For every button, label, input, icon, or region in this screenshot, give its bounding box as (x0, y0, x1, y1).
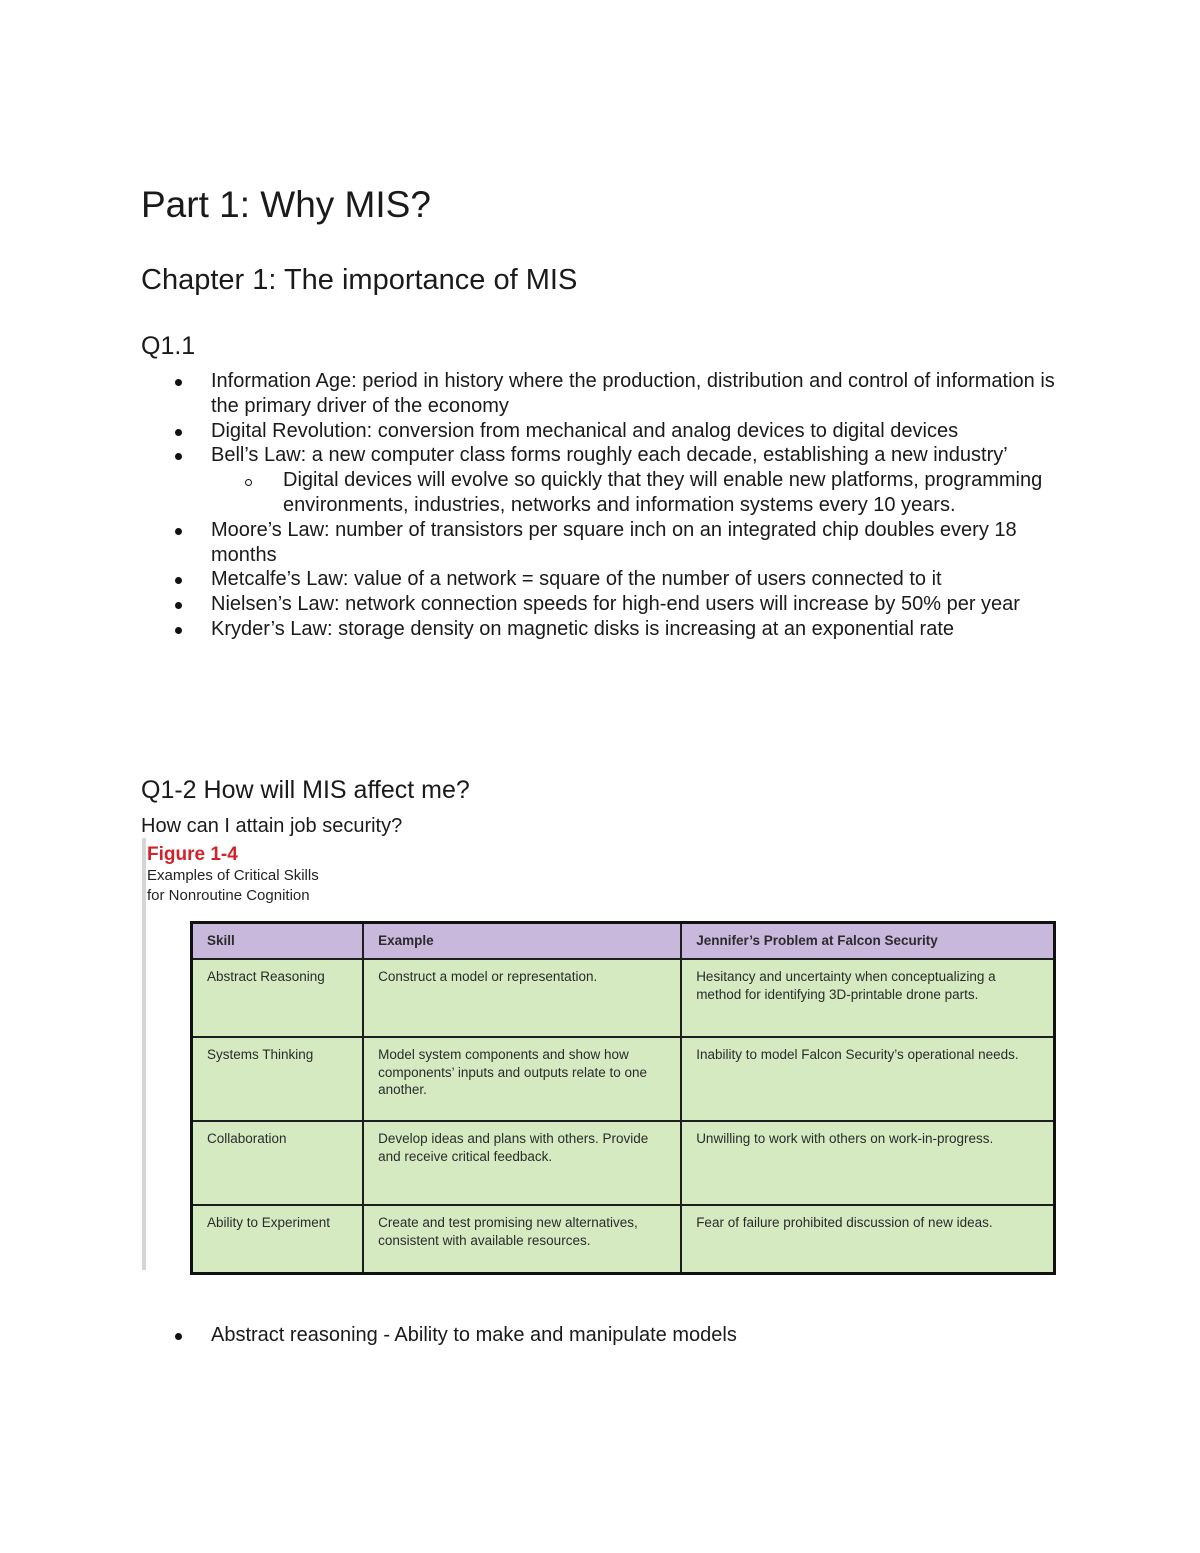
chapter-title: Chapter 1: The importance of MIS (141, 264, 578, 296)
figure-1-4 (142, 838, 1062, 1270)
sub-bullet-list (211, 468, 1061, 518)
column-header-skill: Skill (192, 923, 364, 960)
table-row (192, 1121, 1055, 1205)
table-cell: Abstract Reasoning (192, 959, 364, 1037)
table-cell: Construct a model or representation. (363, 959, 681, 1037)
bullet-icon (175, 1333, 182, 1340)
table-cell: Model system components and show how components’ inputs and outputs relate to one another. (363, 1037, 681, 1121)
table-cell: Hesitancy and uncertainty when conceptualizing a method for identifying 3D-printable drone parts. (681, 959, 1054, 1037)
list-item (141, 419, 1061, 444)
list-item-text: Digital Revolution: conversion from mechanical and analog devices to digital devices (211, 419, 959, 442)
bullet-icon (175, 577, 182, 584)
section-heading-q1-1: Q1.1 (141, 332, 196, 360)
list-item-text: Information Age: period in history where the production, distribution and control of information is the primary driver of the economy (211, 370, 1055, 417)
list-item-text: Abstract reasoning - Ability to make and manipulate models (211, 1324, 737, 1346)
list-item (141, 443, 1061, 517)
list-item (141, 1323, 1061, 1348)
bullet-icon (175, 602, 182, 609)
q1-1-bullet-list (141, 369, 1061, 642)
table-row (192, 1037, 1055, 1121)
column-header-example: Example (363, 923, 681, 960)
list-item-text: Bell’s Law: a new computer class forms roughly each decade, establishing a new industry’ (211, 444, 1008, 467)
part-title: Part 1: Why MIS? (141, 184, 431, 225)
table-cell: Create and test promising new alternatives, consistent with available resources. (363, 1205, 681, 1274)
bullet-icon (175, 627, 182, 634)
table-cell: Develop ideas and plans with others. Provide and receive critical feedback. (363, 1121, 681, 1205)
table-row (192, 1205, 1055, 1274)
skills-table (190, 921, 1056, 1275)
q1-2-bullet-list (141, 1323, 1061, 1348)
figure-left-rule (142, 838, 146, 1270)
list-item-text: Kryder’s Law: storage density on magnetic disks is increasing at an exponential rate (211, 617, 954, 640)
figure-label: Figure 1-4 (147, 844, 238, 865)
list-item (141, 518, 1061, 568)
bullet-icon (175, 379, 182, 386)
table-cell: Fear of failure prohibited discussion of new ideas. (681, 1205, 1054, 1274)
table-header-row (192, 923, 1055, 960)
bullet-icon (175, 453, 182, 460)
list-item (141, 369, 1061, 419)
list-item (141, 617, 1061, 642)
table-cell: Inability to model Falcon Security’s operational needs. (681, 1037, 1054, 1121)
list-item (141, 592, 1061, 617)
figure-caption-line: for Nonroutine Cognition (147, 887, 310, 904)
sub-list-item-text: Digital devices will evolve so quickly that they will enable new platforms, programming environments, industries, networks and information systems every 10 years. (283, 469, 1043, 516)
table-row (192, 959, 1055, 1037)
table-cell: Systems Thinking (192, 1037, 364, 1121)
table-cell: Collaboration (192, 1121, 364, 1205)
bullet-icon (175, 429, 182, 436)
section-subtitle: How can I attain job security? (141, 815, 403, 837)
list-item-text: Metcalfe’s Law: value of a network = square of the number of users connected to it (211, 568, 942, 591)
figure-caption (147, 866, 319, 906)
table-cell: Ability to Experiment (192, 1205, 364, 1274)
column-header-problem: Jennifer’s Problem at Falcon Security (681, 923, 1054, 960)
hollow-bullet-icon (245, 479, 252, 486)
table-cell: Unwilling to work with others on work-in-progress. (681, 1121, 1054, 1205)
sub-list-item (211, 468, 1061, 518)
list-item-text: Nielsen’s Law: network connection speeds for high-end users will increase by 50% per year (211, 593, 1020, 616)
section-heading-q1-2: Q1-2 How will MIS affect me? (141, 776, 470, 804)
bullet-icon (175, 528, 182, 535)
list-item-text: Moore’s Law: number of transistors per square inch on an integrated chip doubles every 18 months (211, 518, 1017, 566)
figure-caption-line: Examples of Critical Skills (147, 867, 319, 884)
list-item (141, 567, 1061, 592)
